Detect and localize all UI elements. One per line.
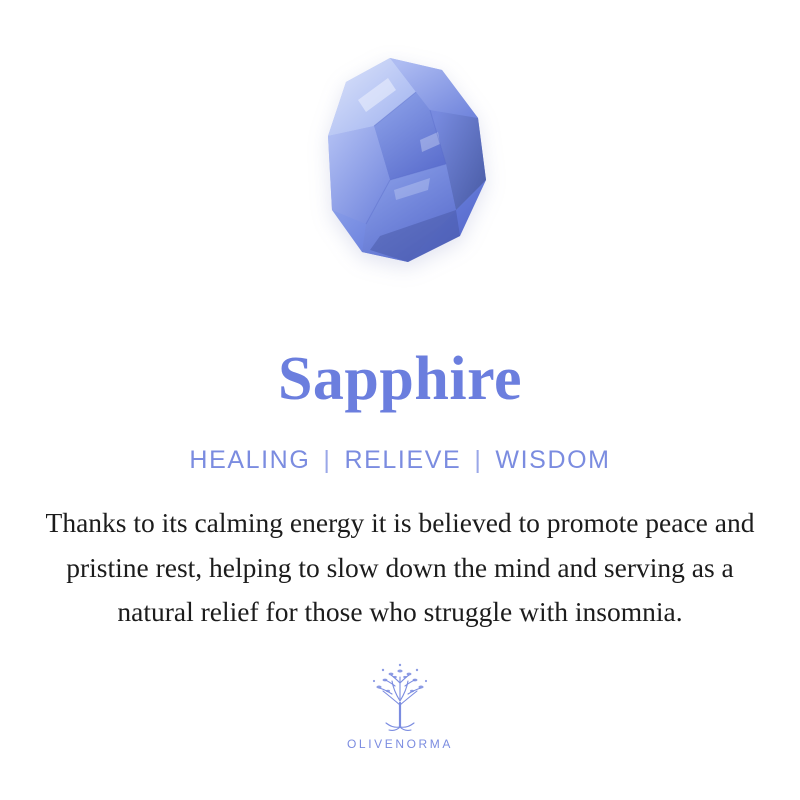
keyword-relieve: RELIEVE — [344, 446, 462, 474]
brand-logo — [347, 661, 453, 751]
page-title: Sapphire — [277, 345, 523, 413]
brand-name: OLIVENORMA — [346, 736, 453, 751]
keyword-list — [189, 446, 610, 475]
sapphire-crystal-image — [270, 40, 530, 280]
tree-of-life-icon — [357, 661, 443, 735]
keyword-wisdom: WISDOM — [495, 446, 611, 474]
keyword-healing: HEALING — [189, 446, 311, 474]
gemstone-image-area — [0, 0, 800, 320]
keyword-separator-2: | — [474, 446, 483, 474]
description-text: Thanks to its calming energy it is believed to promote peace and pristine rest, helping to slow down the mind and serving as a natural relief for those who struggle with insomnia. — [45, 507, 755, 628]
keyword-separator-1: | — [323, 446, 332, 474]
